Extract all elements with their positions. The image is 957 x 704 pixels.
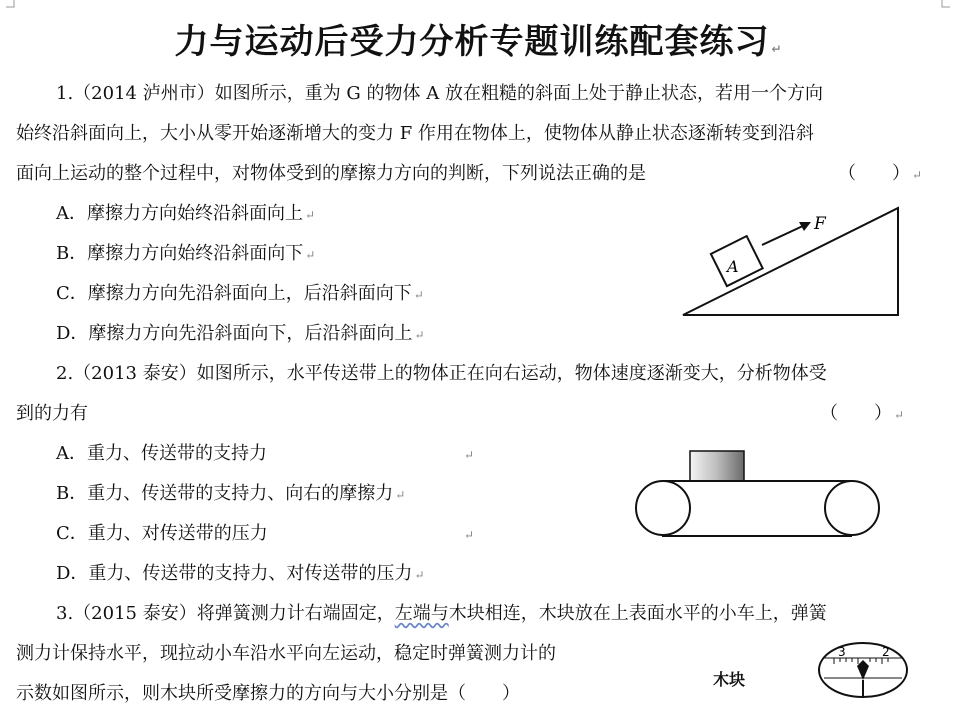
q2-line2: 到的力有 — [16, 403, 88, 424]
conveyor-figure — [634, 450, 884, 540]
force-arrow — [762, 225, 805, 245]
q2-option-a-mark: ↵ — [464, 448, 475, 462]
corner-mark-right — [940, 0, 950, 10]
q1-line3: 面向上运动的整个过程中，对物体受到的摩擦力方向的判断，下列说法正确的是 — [16, 163, 646, 184]
spring-scale-figure — [818, 640, 918, 700]
q2-answer-paren: （ ） ↵ — [820, 403, 905, 424]
block-a-label: A — [727, 257, 739, 276]
left-roller — [636, 481, 690, 535]
q1-option-d: D．摩擦力方向先沿斜面向下，后沿斜面向上 ↵ — [56, 323, 425, 344]
q3-line3: 示数如图所示，则木块所受摩擦力的方向与大小分别是（ ） — [16, 683, 520, 704]
conveyor-object — [690, 451, 744, 481]
q2-line1: 2.（2013 泰安）如图所示，水平传送带上的物体正在向右运动，物体速度逐渐变大，分析物体受 — [56, 363, 827, 384]
q1-option-b: B．摩擦力方向始终沿斜面向下 ↵ — [56, 243, 316, 264]
force-label: F — [814, 214, 826, 234]
q1-option-c: C．摩擦力方向先沿斜面向上，后沿斜面向下 ↵ — [56, 283, 424, 304]
q1-answer-paren: （ ） ↵ — [838, 163, 923, 184]
page-title: 力与运动后受力分析专题训练配套练习 ↵ — [174, 22, 783, 62]
q2-option-b: B．重力、传送带的支持力、向右的摩擦力 ↵ — [56, 483, 406, 504]
q1-option-a: A．摩擦力方向始终沿斜面向上 ↵ — [56, 203, 316, 224]
corner-mark-left — [6, 0, 16, 10]
q3-line2: 测力计保持水平，现拉动小车沿水平向左运动，稳定时弹簧测力计的 — [16, 643, 556, 664]
q2-option-c-mark: ↵ — [464, 528, 475, 542]
q1-line2: 始终沿斜面向上，大小从零开始逐渐增大的变力 F 作用在物体上，使物体从静止状态逐渐转变到沿斜 — [16, 123, 814, 144]
q2-option-d: D．重力、传送带的支持力、对传送带的压力 ↵ — [56, 563, 425, 584]
q1-line1: 1.（2014 泸州市）如图所示，重为 G 的物体 A 放在粗糙的斜面上处于静止状态，若用一个方向 — [56, 83, 823, 104]
dial-number-2: 2 — [882, 645, 890, 659]
right-roller — [825, 481, 879, 535]
q2-option-c: C．重力、对传送带的压力 — [56, 523, 268, 544]
q2-option-a: A．重力、传送带的支持力 — [56, 443, 267, 464]
q3-line1: 3.（2015 泰安）将弹簧测力计右端固定，左端与木块相连，木块放在上表面水平的小车上，弹簧 — [56, 603, 827, 624]
dial-number-3: 3 — [838, 645, 846, 659]
incline-figure — [680, 200, 930, 325]
wood-block-label: 木块 — [713, 670, 746, 689]
